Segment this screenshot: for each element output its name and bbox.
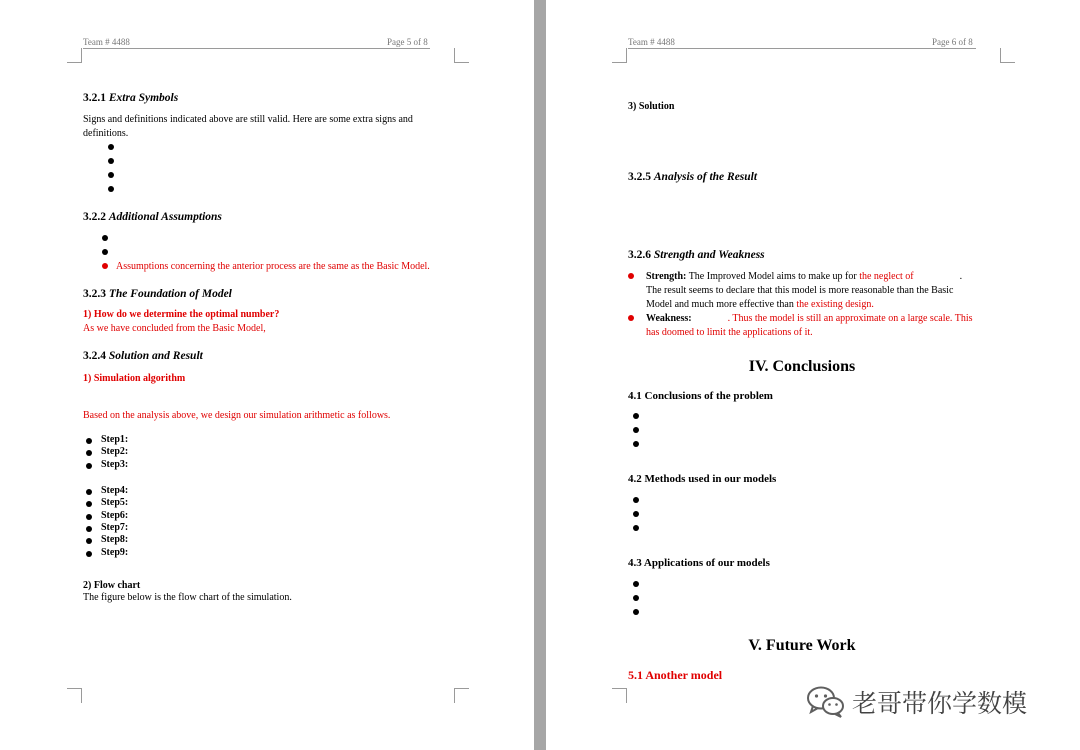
- assumption-text: Assumptions concerning the anterior process are the same as the Basic Model.: [116, 261, 430, 272]
- section-heading-4-2: 4.2 Methods used in our models: [628, 473, 777, 485]
- paragraph: definitions.: [83, 128, 129, 139]
- bullet: [628, 315, 634, 321]
- watermark-text: 老哥带你学数模: [852, 689, 1028, 718]
- header-rule: [83, 48, 430, 49]
- bullet: [102, 263, 108, 269]
- crop-mark: [454, 48, 469, 63]
- step-item: Step7:: [101, 521, 129, 533]
- bullet: [108, 144, 114, 150]
- wechat-icon: [806, 685, 846, 719]
- strength-line-2: The result seems to declare that this model is more reasonable than the Basic: [646, 285, 954, 296]
- subheading-simulation: 1) Simulation algorithm: [83, 373, 186, 384]
- step-item: Step3:: [101, 458, 129, 470]
- bullet: [86, 463, 92, 469]
- bullet: [86, 450, 92, 456]
- bullet: [86, 526, 92, 532]
- header-rule: [628, 48, 976, 49]
- paragraph: Based on the analysis above, we design our simulation arithmetic as follows.: [83, 410, 391, 421]
- bullet: [86, 514, 92, 520]
- header-page-number: Page 6 of 8: [932, 37, 973, 47]
- section-heading-3-2-2: 3.2.2 Additional Assumptions: [83, 211, 222, 223]
- bullet: [86, 551, 92, 557]
- paragraph: The figure below is the flow chart of the simulation.: [83, 592, 292, 603]
- crop-mark: [454, 688, 469, 703]
- bullet: [102, 249, 108, 255]
- bullet: [102, 235, 108, 241]
- bullet: [633, 581, 639, 587]
- section-heading-4-1: 4.1 Conclusions of the problem: [628, 390, 773, 402]
- question-heading: 1) How do we determine the optimal number?: [83, 309, 280, 320]
- bullet: [86, 438, 92, 444]
- bullet: [633, 427, 639, 433]
- bullet: [633, 595, 639, 601]
- bullet: [633, 511, 639, 517]
- watermark: [806, 682, 1027, 722]
- crop-mark: [67, 688, 82, 703]
- weakness-line-1: Weakness: . Thus the model is still an approximate on a large scale. This: [646, 313, 973, 324]
- subheading-solution: 3) Solution: [628, 101, 675, 112]
- header-page-number: Page 5 of 8: [387, 37, 428, 47]
- strength-line-1: Strength: The Improved Model aims to make up for the neglect of .: [646, 271, 963, 282]
- section-heading-4-3: 4.3 Applications of our models: [628, 557, 770, 569]
- section-heading-3-2-3: 3.2.3 The Foundation of Model: [83, 288, 232, 300]
- section-heading-3-2-1: 3.2.1 Extra Symbols: [83, 92, 179, 104]
- section-heading-5-1: 5.1 Another model: [628, 668, 723, 682]
- strength-line-3: Model and much more effective than the existing design.: [646, 299, 874, 310]
- bullet: [633, 497, 639, 503]
- section-heading-3-2-6: 3.2.6 Strength and Weakness: [628, 249, 765, 261]
- paragraph: As we have concluded from the Basic Model,: [83, 323, 266, 334]
- bullet: [108, 158, 114, 164]
- subheading-flow-chart: 2) Flow chart: [83, 580, 141, 591]
- section-heading-3-2-4: 3.2.4 Solution and Result: [83, 350, 203, 362]
- bullet: [633, 441, 639, 447]
- step-item: Step6:: [101, 509, 129, 521]
- crop-mark: [612, 688, 627, 703]
- step-item: Step4:: [101, 485, 129, 496]
- bullet: [633, 525, 639, 531]
- crop-mark: [1000, 48, 1015, 63]
- page-6: [546, 0, 1080, 750]
- step-item: Step5:: [101, 497, 129, 509]
- crop-mark: [612, 48, 627, 63]
- chapter-heading-future-work: V. Future Work: [748, 637, 856, 654]
- section-heading-3-2-5: 3.2.5 Analysis of the Result: [628, 171, 758, 183]
- paragraph: Signs and definitions indicated above are still valid. Here are some extra signs and: [83, 114, 413, 125]
- bullet: [633, 609, 639, 615]
- bullet: [108, 172, 114, 178]
- step-item: Step9:: [101, 546, 129, 558]
- step-item: Step2:: [101, 446, 129, 458]
- bullet: [633, 413, 639, 419]
- bullet: [628, 273, 634, 279]
- header-team: Team # 4488: [628, 37, 675, 47]
- step-item: Step1:: [101, 434, 129, 445]
- chapter-heading-conclusions: IV. Conclusions: [748, 358, 856, 375]
- header-team: Team # 4488: [83, 37, 130, 47]
- step-item: Step8:: [101, 534, 129, 546]
- bullet: [86, 489, 92, 495]
- bullet: [86, 538, 92, 544]
- page-5: [0, 0, 534, 750]
- crop-mark: [67, 48, 82, 63]
- weakness-line-2: has doomed to limit the applications of it.: [646, 327, 813, 338]
- bullet: [108, 186, 114, 192]
- bullet: [86, 501, 92, 507]
